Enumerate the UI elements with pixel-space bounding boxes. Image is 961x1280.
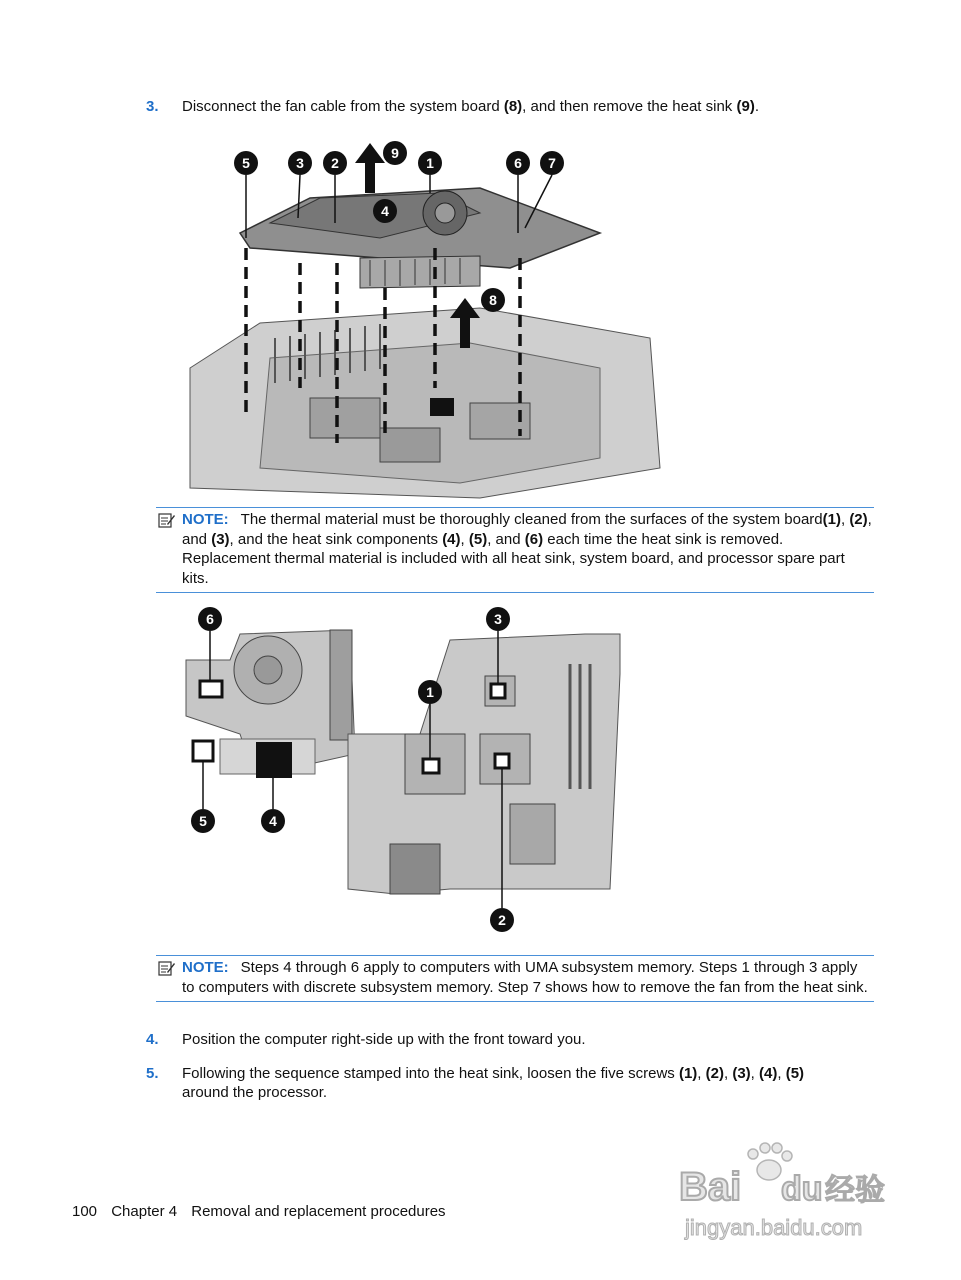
callout-label: 3 <box>296 155 304 171</box>
step-text: Position the computer right-side up with the front toward you. <box>182 1031 586 1048</box>
callout-label: 1 <box>426 155 434 171</box>
note-icon <box>158 960 176 976</box>
step-number: 5. <box>146 1065 159 1082</box>
callout-label: 3 <box>494 611 502 627</box>
callout-label: 6 <box>514 155 522 171</box>
chapter-title: Removal and replacement procedures <box>191 1203 446 1220</box>
step-number: 3. <box>146 98 159 115</box>
note-label: NOTE: <box>182 511 229 528</box>
chapter-label: Chapter 4 <box>111 1203 178 1220</box>
svg-text:Bai: Bai <box>679 1165 742 1209</box>
thermal-material-locations-figure <box>180 604 640 936</box>
callout-label: 2 <box>331 155 339 171</box>
page-number: 100 <box>72 1203 98 1220</box>
callout-label: 5 <box>199 813 207 829</box>
callout-label: 2 <box>498 912 506 928</box>
step-text: Following the sequence stamped into the heat sink, loosen the five screws (1), (2), (3), (4), (5) around the processor. <box>182 1065 805 1101</box>
svg-text:jingyan.baidu.com: jingyan.baidu.com <box>685 1215 863 1240</box>
step-text: Disconnect the fan cable from the system board (8), and then remove the heat sink (9). <box>182 98 759 115</box>
callout-label: 1 <box>426 684 434 700</box>
callout-label: 4 <box>381 203 389 219</box>
note-uma-memory <box>156 955 874 1002</box>
heat-sink-removal-figure <box>180 138 670 500</box>
note-label: NOTE: <box>182 959 229 976</box>
callout-label: 4 <box>269 813 277 829</box>
callout-label: 7 <box>548 155 556 171</box>
note-thermal-material <box>156 507 874 593</box>
callout-label: 9 <box>391 145 399 161</box>
note-body: NOTE: The thermal material must be thoroughly cleaned from the surfaces of the system board(1), (2), and (3), and the heat sink components (4), (5), and (6) each time the heat sink is removed. Replacement thermal material is included with all heat sink, system board, and processor spare part kits. <box>182 511 872 587</box>
note-icon <box>158 512 176 528</box>
svg-text:经验: 经验 <box>825 1173 885 1208</box>
callout-label: 6 <box>206 611 214 627</box>
svg-text:du: du <box>781 1170 823 1208</box>
page-footer <box>72 1203 456 1220</box>
callout-label: 8 <box>489 292 497 308</box>
callout-label: 5 <box>242 155 250 171</box>
step-number: 4. <box>146 1031 159 1048</box>
baidu-watermark-logo <box>673 1140 903 1250</box>
note-body: NOTE: Steps 4 through 6 apply to computers with UMA subsystem memory. Steps 1 through 3 apply to computers with discrete subsystem memory. Step 7 shows how to remove the fan from the heat sink. <box>182 959 868 996</box>
